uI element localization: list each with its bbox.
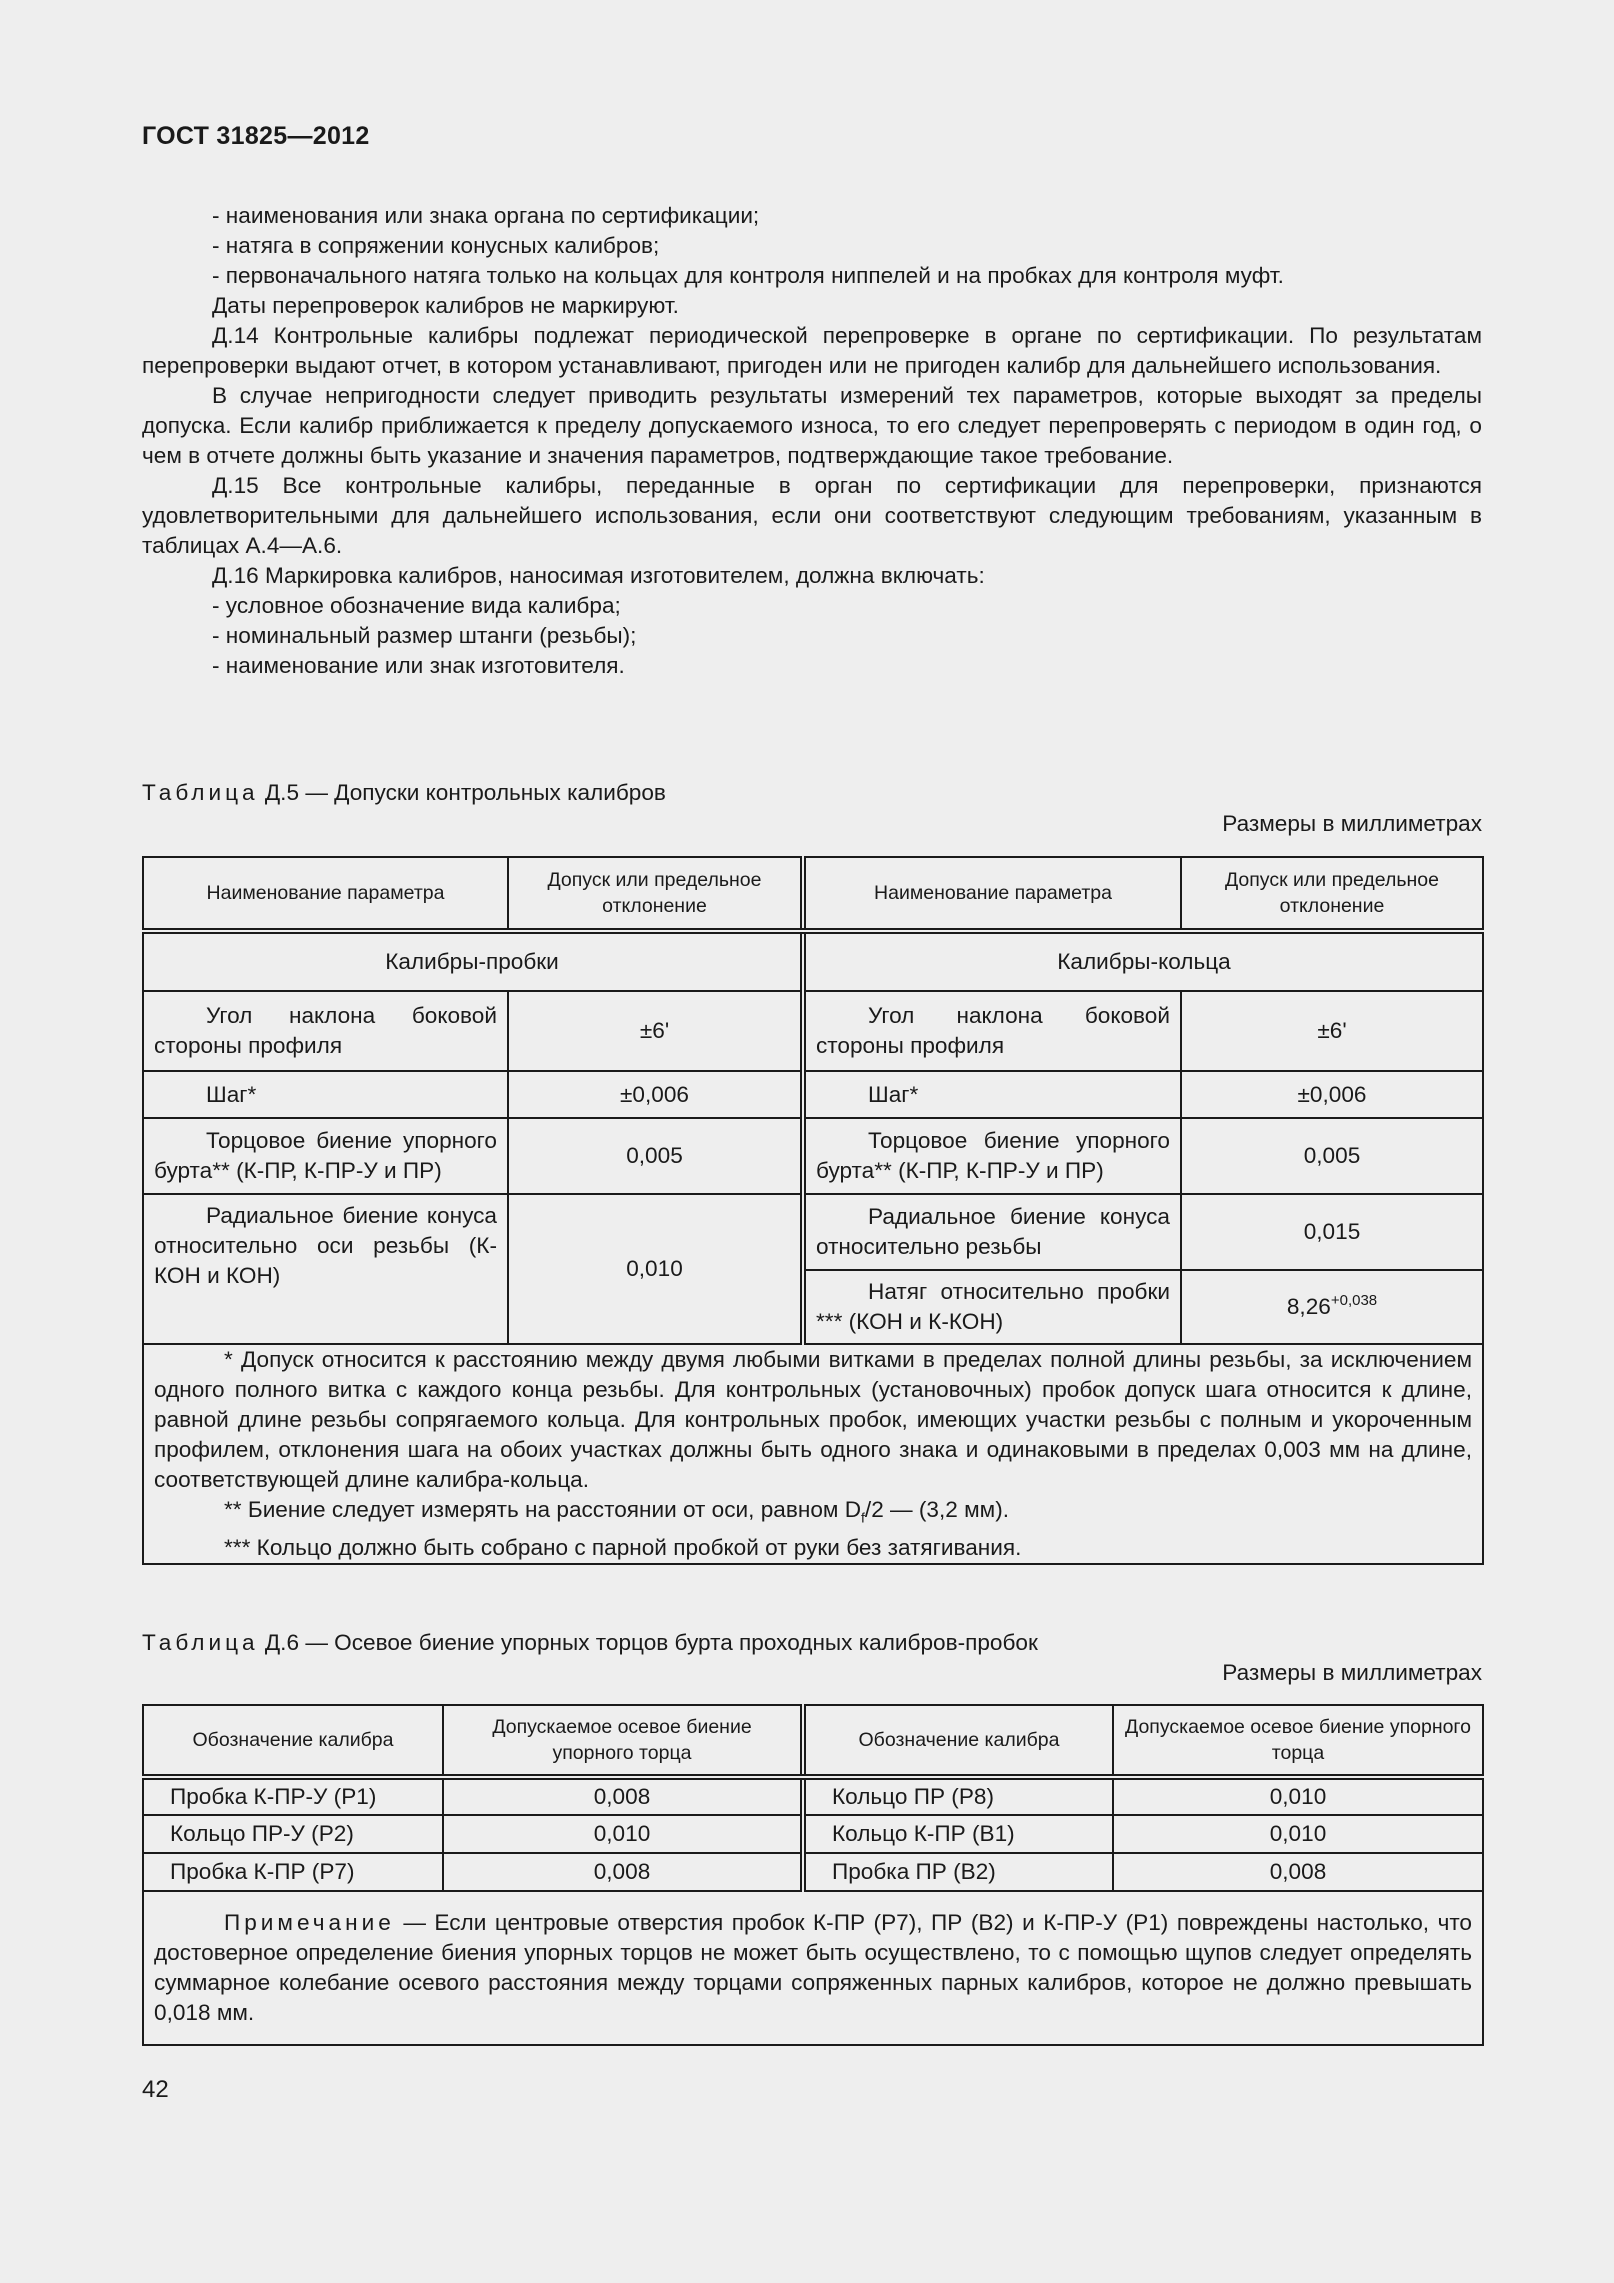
table-d5	[142, 856, 1484, 1565]
table-row	[143, 991, 1483, 1071]
note-text: — Если центровые отверстия пробок К-ПР (Р7), ПР (В2) и К-ПР-У (Р1) повреждены настолько, что достоверное определение биения упорных торцов не может быть осуществлено, то с помощью щупов следует определять суммарное колебание осевого расстояния между торцами сопряженных парных калибров, которое не должно превышать 0,018 мм.	[154, 1910, 1472, 2025]
value-cell: ±0,006	[508, 1071, 803, 1118]
table5-caption	[142, 780, 666, 806]
paragraph-d16: Д.16 Маркировка калибров, наносимая изготовителем, должна включать:	[212, 563, 985, 588]
footnote-text: /2 — (3,2 мм).	[864, 1497, 1009, 1522]
header-cell: Обозначение калибра	[143, 1705, 443, 1777]
list-item: - наименования или знака органа по сертификации;	[212, 203, 760, 228]
gauge-name: Пробка ПР (В2)	[803, 1853, 1113, 1891]
value-superscript: +0,038	[1330, 1292, 1378, 1309]
value-cell: 0,008	[1113, 1853, 1483, 1891]
header-cell: Наименование параметра	[803, 857, 1181, 931]
note-paragraph	[154, 1908, 1472, 2028]
table6-units: Размеры в миллиметрах	[1222, 1660, 1482, 1685]
value-cell: 0,010	[443, 1815, 803, 1853]
table-row	[143, 1194, 1483, 1270]
gauge-name: Пробка К-ПР (Р7)	[143, 1853, 443, 1891]
table-row	[143, 1853, 1483, 1891]
page-number: 42	[142, 2076, 169, 2103]
list-item: - натяга в сопряжении конусных калибров;	[212, 233, 660, 258]
table-footnotes	[143, 1344, 1483, 1564]
header-cell: Допускаемое осевое биение упорного торца	[443, 1705, 803, 1777]
table-label: Таблица	[142, 780, 259, 805]
param-cell: Шаг*	[143, 1071, 508, 1118]
list-item: - номинальный размер штанги (резьбы);	[212, 623, 637, 648]
footnote: * Допуск относится к расстоянию между двумя любыми витками в пределах полной длины резьбы, за исключением одного полного витка с каждого конца резьбы. Для контрольных (установочных) пробок допуск шага относится к длине, равной длине резьбы сопрягаемого кольца. Для контрольных пробок, имеющих участки резьбы с полным и укороченным профилем, отклонения шага на обоих участках должны быть одного знака и одинаковыми в пределах 0,003 мм на длине, соответствующей длине калибра-кольца.	[154, 1347, 1472, 1492]
header-cell: Обозначение калибра	[803, 1705, 1113, 1777]
group-header: Калибры-кольца	[803, 931, 1483, 991]
gauge-name: Кольцо ПР-У (Р2)	[143, 1815, 443, 1853]
table-label: Таблица	[142, 1630, 259, 1655]
table-d6	[142, 1704, 1484, 2046]
param-cell: Торцовое биение упорного бурта** (К-ПР, К-ПР-У и ПР)	[143, 1118, 508, 1194]
param-cell: Угол наклона боковой стороны профиля	[803, 991, 1181, 1071]
param-cell: Торцовое биение упорного бурта** (К-ПР, К-ПР-У и ПР)	[803, 1118, 1181, 1194]
paragraph: В случае непригодности следует приводить результаты измерений тех параметров, которые выходят за пределы допуска. Если калибр приближается к пределу допускаемого износа, то его следует перепроверять с периодом в один год, о чем в отчете должны быть указание и значения параметров, подтверждающие такое требование.	[142, 383, 1482, 468]
table-row	[143, 1118, 1483, 1194]
table-header-row	[143, 1705, 1483, 1777]
footnote-text: ** Биение следует измерять на расстоянии от оси, равном D	[224, 1497, 862, 1522]
table-note	[143, 1891, 1483, 2045]
gauge-name: Пробка К-ПР-У (Р1)	[143, 1777, 443, 1815]
value-cell: 0,015	[1181, 1194, 1483, 1270]
footnote	[154, 1495, 1472, 1533]
table-number: Д.6	[264, 1630, 300, 1655]
header-cell: Допускаемое осевое биение упорного торца	[1113, 1705, 1483, 1777]
paragraph-d14: Д.14 Контрольные калибры подлежат периодической перепроверке в органе по сертификации. По результатам перепроверки выдают отчет, в котором устанавливают, пригоден или не пригоден калибр для дальнейшего использования.	[142, 323, 1482, 378]
value-cell	[1181, 1270, 1483, 1344]
body-text	[142, 201, 1482, 681]
gauge-name: Кольцо ПР (Р8)	[803, 1777, 1113, 1815]
table-row	[143, 1777, 1483, 1815]
header-cell: Допуск или предельное отклонение	[508, 857, 803, 931]
param-cell: Радиальное биение конуса относительно оси резьбы (К-КОН и КОН)	[143, 1194, 508, 1344]
param-cell: Радиальное биение конуса относительно резьбы	[803, 1194, 1181, 1270]
table-header-row	[143, 857, 1483, 931]
footnote: *** Кольцо должно быть собрано с парной пробкой от руки без затягивания.	[224, 1534, 1022, 1560]
paragraph-d15: Д.15 Все контрольные калибры, переданные в орган по сертификации для перепроверки, признаются удовлетворительными для дальнейшего использования, если они соответствуют следующим требованиям, указанным в таблицах А.4—А.6.	[142, 473, 1482, 558]
value-cell: 0,005	[1181, 1118, 1483, 1194]
table-title: — Допуски контрольных калибров	[305, 780, 666, 805]
header-cell: Наименование параметра	[143, 857, 508, 931]
param-cell: Шаг*	[803, 1071, 1181, 1118]
value-cell: 0,010	[508, 1194, 803, 1344]
header-cell: Допуск или предельное отклонение	[1181, 857, 1483, 931]
paragraph: Даты перепроверок калибров не маркируют.	[212, 293, 679, 318]
value-cell: 0,005	[508, 1118, 803, 1194]
footnote-subscript: f	[861, 1509, 865, 1526]
list-item: - условное обозначение вида калибра;	[212, 593, 621, 618]
table-footnotes-row	[143, 1344, 1483, 1564]
param-cell: Угол наклона боковой стороны профиля	[143, 991, 508, 1071]
document-header: ГОСТ 31825—2012	[142, 122, 370, 150]
value-cell: 0,010	[1113, 1777, 1483, 1815]
value-cell: ±6'	[508, 991, 803, 1071]
value-cell: 0,008	[443, 1777, 803, 1815]
value-cell: 0,010	[1113, 1815, 1483, 1853]
value-cell: ±6'	[1181, 991, 1483, 1071]
list-item: - наименование или знак изготовителя.	[212, 653, 625, 678]
gauge-name: Кольцо К-ПР (В1)	[803, 1815, 1113, 1853]
table-row	[143, 1071, 1483, 1118]
note-label: Примечание	[224, 1910, 395, 1935]
table-title: — Осевое биение упорных торцов бурта проходных калибров-пробок	[305, 1630, 1038, 1655]
table-number: Д.5	[264, 780, 300, 805]
table-row	[143, 1815, 1483, 1853]
table-group-row	[143, 931, 1483, 991]
param-cell: Натяг относительно пробки *** (КОН и К-КОН)	[803, 1270, 1181, 1344]
value-cell: 0,008	[443, 1853, 803, 1891]
value-base: 8,26	[1286, 1294, 1331, 1319]
list-item: - первоначального натяга только на кольцах для контроля ниппелей и на пробках для контроля муфт.	[212, 263, 1284, 288]
table6-caption	[142, 1630, 1038, 1656]
value-cell: ±0,006	[1181, 1071, 1483, 1118]
group-header: Калибры-пробки	[143, 931, 803, 991]
table-note-row	[143, 1891, 1483, 2045]
table5-units: Размеры в миллиметрах	[1222, 811, 1482, 836]
